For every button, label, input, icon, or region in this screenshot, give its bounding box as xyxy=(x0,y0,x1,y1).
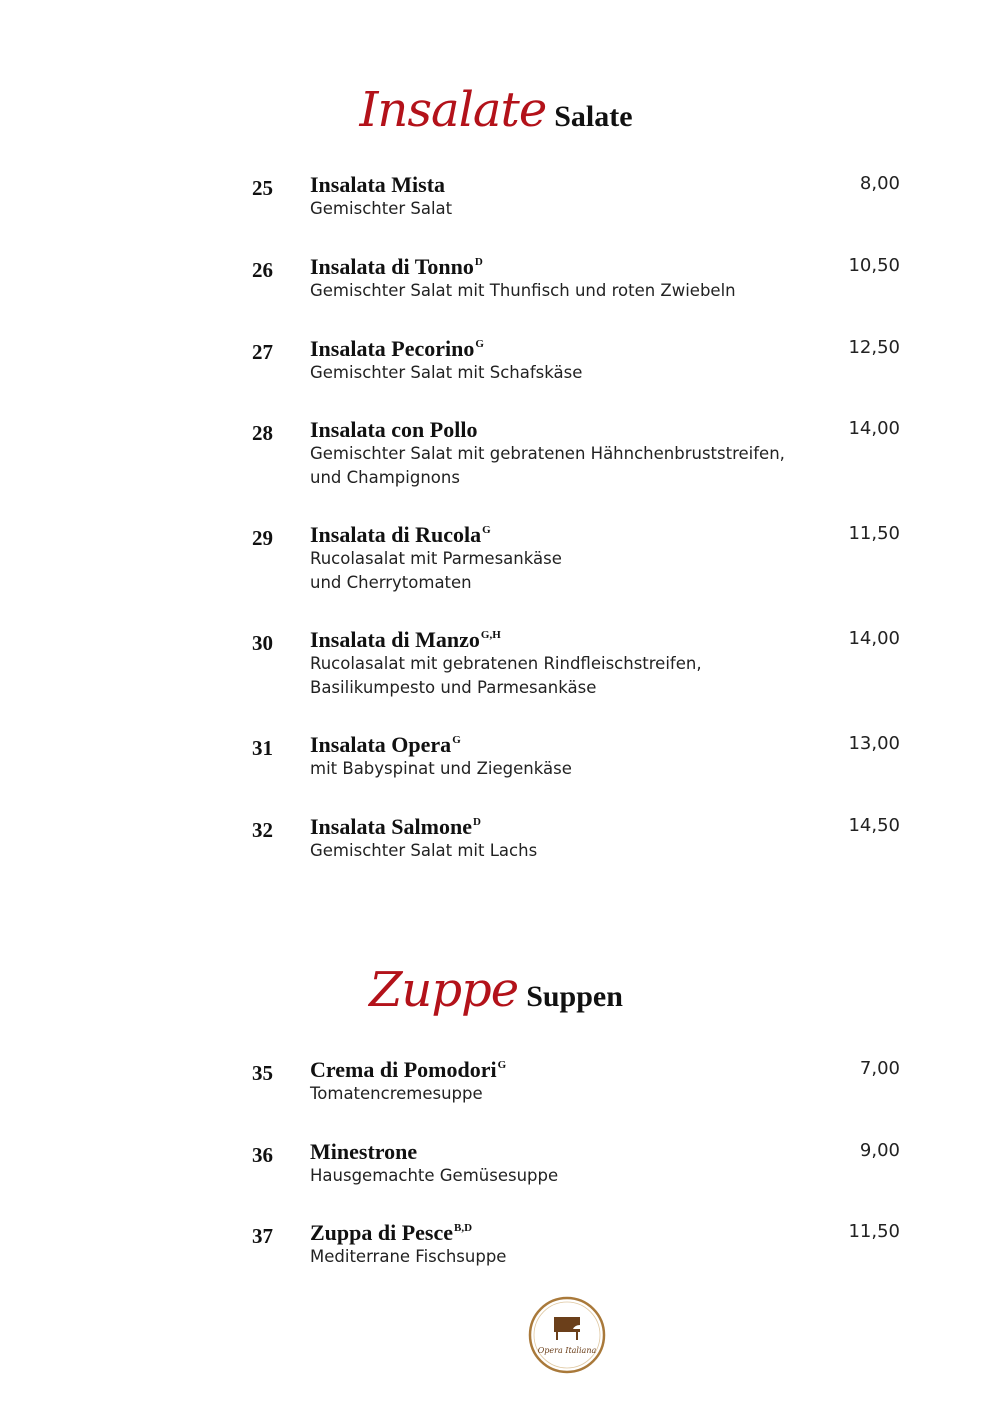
section-subtitle: Salate xyxy=(554,100,633,133)
item-price: 10,50 xyxy=(848,255,900,276)
item-name: Zuppa di Pesce$^{B,D}$ xyxy=(310,1220,473,1245)
item-name: Insalata di Tonno$^D$ xyxy=(310,254,483,279)
item-number: 27 xyxy=(252,340,273,364)
allergen-code: G xyxy=(452,734,461,746)
item-description: Tomatencremesuppe xyxy=(310,1084,483,1103)
item-number: 29 xyxy=(252,526,273,550)
item-name: Insalata Pecorino$^G$ xyxy=(310,336,484,361)
item-price: 14,00 xyxy=(848,418,900,439)
logo-ring xyxy=(530,1298,604,1372)
item-number: 32 xyxy=(252,818,273,842)
item-number: 28 xyxy=(252,421,273,445)
item-name: Insalata Mista xyxy=(310,172,446,197)
allergen-code: B,D xyxy=(454,1222,473,1234)
item-description: Gemischter Salat mit gebratenen Hähnchenbruststreifen, und Champignons xyxy=(310,444,785,487)
allergen-code: G xyxy=(482,524,491,536)
item-number: 30 xyxy=(252,631,273,655)
item-number: 25 xyxy=(252,176,273,200)
item-number: 31 xyxy=(252,736,273,760)
allergen-code: D xyxy=(472,816,481,828)
item-price: 9,00 xyxy=(859,1140,900,1161)
item-name: Minestrone xyxy=(310,1139,418,1164)
item-price: 11,50 xyxy=(848,1221,900,1242)
item-name: Insalata di Manzo$^{G,H}$ xyxy=(310,627,501,652)
item-description: Mediterrane Fischsuppe xyxy=(310,1247,507,1266)
section-script-title: Insalate xyxy=(359,82,547,138)
item-name: Insalata con Pollo xyxy=(310,417,478,442)
item-number: 35 xyxy=(252,1061,273,1085)
allergen-code: G xyxy=(475,338,484,350)
allergen-code: G,H xyxy=(480,629,501,641)
section-title-suppen xyxy=(0,962,992,1018)
item-description: Gemischter Salat mit Schafskäse xyxy=(310,363,583,382)
item-number: 37 xyxy=(252,1224,273,1248)
item-description: Gemischter Salat xyxy=(310,199,453,218)
section-title-salate xyxy=(0,82,992,138)
section-subtitle: Suppen xyxy=(526,980,623,1013)
item-name: Insalata Salmone$^D$ xyxy=(310,814,481,839)
item-description: Rucolasalat mit Parmesankäse und Cherrytomaten xyxy=(310,549,562,592)
item-description: mit Babyspinat und Ziegenkäse xyxy=(310,759,572,778)
item-price: 8,00 xyxy=(859,173,900,194)
item-price: 14,50 xyxy=(848,815,900,836)
item-description: Gemischter Salat mit Lachs xyxy=(310,841,538,860)
section-script-title: Zuppe xyxy=(369,962,519,1018)
item-number: 36 xyxy=(252,1143,273,1167)
item-price: 12,50 xyxy=(848,337,900,358)
allergen-code: D xyxy=(474,256,483,268)
logo-inner-ring xyxy=(534,1302,600,1368)
item-name: Insalata Opera$^G$ xyxy=(310,732,461,757)
logo-text: Opera Italiana xyxy=(537,1346,597,1355)
item-price: 7,00 xyxy=(859,1058,900,1079)
item-price: 13,00 xyxy=(848,733,900,754)
item-name: Crema di Pomodori$^G$ xyxy=(310,1057,507,1082)
item-number: 26 xyxy=(252,258,273,282)
item-price: 14,00 xyxy=(848,628,900,649)
item-name: Insalata di Rucola$^G$ xyxy=(310,522,491,547)
allergen-code: G xyxy=(497,1059,507,1071)
piano-icon xyxy=(554,1317,580,1340)
item-description: Gemischter Salat mit Thunfisch und roten Zwiebeln xyxy=(310,281,736,300)
restaurant-logo xyxy=(527,1295,607,1375)
item-price: 11,50 xyxy=(848,523,900,544)
item-description: Hausgemachte Gemüsesuppe xyxy=(310,1166,559,1185)
item-description: Rucolasalat mit gebratenen Rindfleischstreifen, Basilikumpesto und Parmesankäse xyxy=(310,654,702,697)
